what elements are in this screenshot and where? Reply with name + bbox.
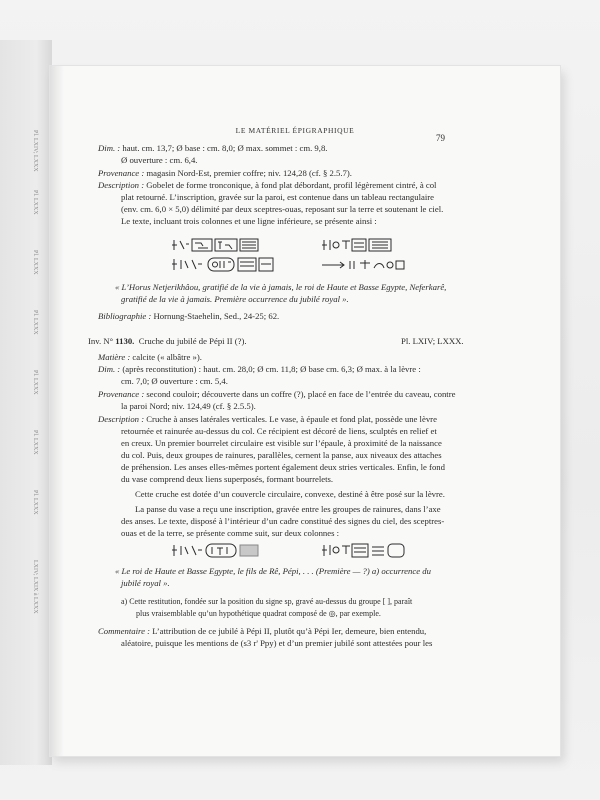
translation-line: « Le roi de Haute et Basse Egypte, le fils de Rê, Pépi, . . . (Première — ?) a) occurrence du: [115, 566, 431, 576]
description-line: (env. cm. 6,0 × 5,0) délimité par deux sceptres-ouas, reposant sur la terre et soutenant le ciel.: [121, 204, 444, 214]
margin-note: LXIV; LXIX à LXXX: [32, 560, 38, 614]
description-paragraph: des anses. Le texte, disposé à l’intérieur d’un cadre constitué des signes du ciel, des sceptres-: [121, 516, 445, 526]
hieroglyph-inscription: [320, 258, 410, 272]
hieroglyph-glyphs: [322, 543, 408, 559]
hieroglyph-glyphs: [172, 257, 292, 273]
dim-line-2: Ø ouverture : cm. 6,4.: [121, 155, 198, 165]
description-line: en creux. Un premier bourrelet circulaire est visible sur l’épaule, à proximité de la naissance: [121, 438, 442, 448]
dim-line-2: cm. 7,0; Ø ouverture : cm. 5,4.: [121, 376, 228, 386]
translation-line: jubilé royal ».: [121, 578, 170, 588]
footnote-line: plus vraisemblable qu’un hypothétique quadrat composé de ◎, par exemple.: [136, 609, 381, 618]
margin-note: Pl. LXXX: [32, 370, 38, 395]
dim-line: Dim. : (après reconstitution) : haut. cm. 28,0; Ø cm. 11,8; Ø base cm. 6,3; Ø max. à la lèvre :: [98, 364, 421, 374]
margin-note: Pl. LXXX: [32, 430, 38, 455]
underlying-page-edge: [0, 40, 52, 765]
hieroglyph-inscription: [172, 258, 292, 272]
description-line: Description : Cruche à anses latérales verticales. Le vase, à épaule et fond plat, possède une lèvre: [98, 414, 437, 424]
description-line: Le texte, incluant trois colonnes et une ligne inférieure, se présente ainsi :: [121, 216, 377, 226]
provenance-line-2: la paroi Nord; niv. 124,49 (cf. § 2.5.5).: [121, 401, 256, 411]
hieroglyph-glyphs: [172, 238, 284, 252]
description-line: du col. Puis, deux groupes de rainures, parallèles, cernent la panse, aux niveaux des attaches: [121, 450, 442, 460]
page-number: 79: [436, 133, 445, 143]
commentary-line-2: aléatoire, puisque les mentions de (s3 r' Ppy) et d’un premier jubilé sont attestées pour les: [121, 638, 433, 648]
hieroglyph-inscription: [172, 544, 280, 558]
description-paragraph: La panse du vase a reçu une inscription, gravée entre les groupes de rainures, dans l’axe: [135, 504, 441, 514]
margin-note: Pl. LXXX: [32, 250, 38, 275]
hieroglyph-inscription: [322, 544, 408, 558]
provenance-line: Provenance : magasin Nord-Est, premier coffre; niv. 124,28 (cf. § 2.5.7).: [98, 168, 352, 178]
margin-note: Pl. LXIV; LXXX: [32, 130, 38, 172]
commentary-line: Commentaire : L’attribution de ce jubilé à Pépi II, plutôt qu’à Pépi Ier, demeure, bien entendu,: [98, 626, 427, 636]
hieroglyph-glyphs: [172, 543, 280, 559]
material-line: Matière : calcite (« albâtre »).: [98, 352, 202, 362]
provenance-line: Provenance : second couloir; découverte dans un coffre (?), placé en face de l’entrée du caveau, contre: [98, 389, 456, 399]
description-line: du vase comprend deux liens superposés, formant bourrelets.: [121, 474, 334, 484]
inventory-heading: Inv. N° 1130. Cruche du jubilé de Pépi II (?).: [88, 336, 247, 346]
inventory-plates: Pl. LXIV; LXXX.: [401, 336, 464, 346]
hieroglyph-inscription: [172, 238, 284, 252]
dim-line: Dim. : haut. cm. 13,7; Ø base : cm. 8,0; Ø max. sommet : cm. 9,8.: [98, 143, 328, 153]
description-line: retournée et rainurée au-dessus du col. Ce récipient est décoré de liens, sculptés en relief et: [121, 426, 437, 436]
running-head: LE MATÉRIEL ÉPIGRAPHIQUE: [235, 126, 355, 135]
description-line: de préhension. Les anses elles-mêmes portent également deux stries verticales. Enfin, le fond: [121, 462, 445, 472]
description-paragraph: ouas et de la terre, se présente comme suit, sur deux colonnes :: [121, 528, 340, 538]
bibliography-line: Bibliographie : Hornung-Staehelin, Sed., 24-25; 62.: [98, 311, 280, 321]
margin-note: Pl. LXXX: [32, 190, 38, 215]
translation-line: gratifié de la vie à jamais. Première occurrence du jubilé royal ».: [121, 294, 349, 304]
margin-note: Pl. LXXX: [32, 310, 38, 335]
margin-note: Pl. LXXX: [32, 490, 38, 515]
hieroglyph-glyphs: [322, 238, 394, 252]
description-paragraph: Cette cruche est dotée d’un couvercle circulaire, convexe, destiné à être posé sur la lèvre.: [135, 489, 445, 499]
hieroglyph-glyphs: [320, 257, 410, 273]
translation-line: « L’Horus Netjerikhâou, gratifié de la vie à jamais, le roi de Haute et Basse Egypte, Neferkarê,: [115, 282, 447, 292]
hieroglyph-inscription: [322, 238, 394, 252]
footnote-line: a) Cette restitution, fondée sur la position du signe sp, gravé au-dessus du groupe [ ], paraît: [121, 597, 413, 606]
description-line: Description : Gobelet de forme tronconique, à fond plat débordant, profil légèrement cintré, à col: [98, 180, 437, 190]
description-line: plat retourné. L’inscription, gravée sur la paroi, est contenue dans un tableau rectangulaire: [121, 192, 435, 202]
